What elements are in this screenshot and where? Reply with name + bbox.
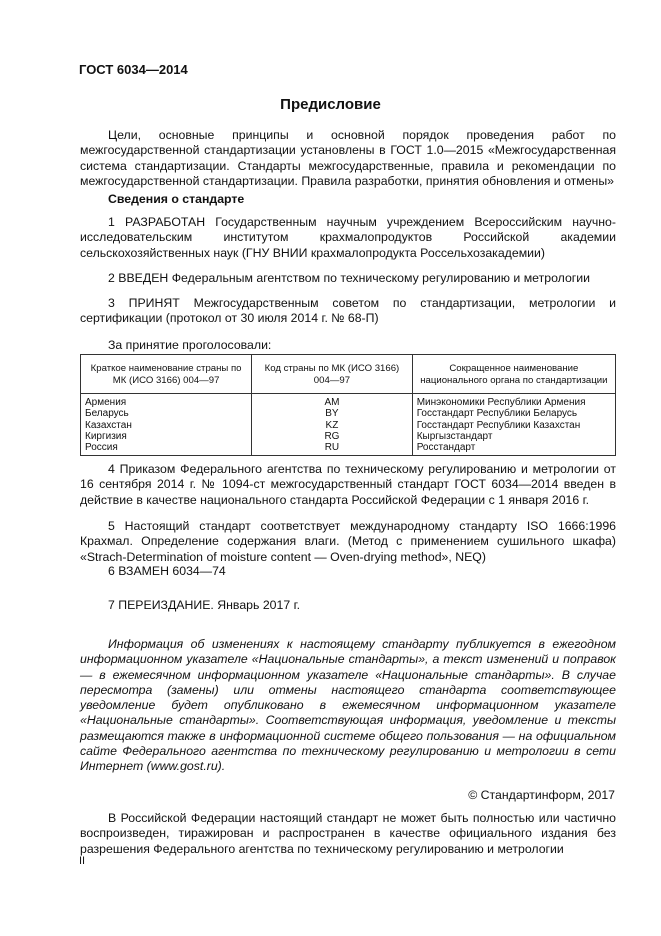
standards-body: Кыргызстандарт	[412, 431, 615, 442]
country-name: Киргизия	[81, 431, 252, 442]
item-1-developed: 1 РАЗРАБОТАН Государственным научным учреждением Всероссийским научно-исследовательским институтом крахмалопродуктов Российской академии сельскохозяйственных наук (ГНУ ВНИИ крахмалопродукта Россельхозакадемии)	[80, 215, 616, 260]
voted-label: За принятие проголосовали:	[108, 338, 272, 352]
countries-table	[80, 354, 616, 456]
table-row	[81, 431, 616, 442]
table-header-country: Краткое наименование страны по МК (ИСО 3166) 004—97	[81, 355, 252, 394]
table-row	[81, 420, 616, 431]
country-name: Казахстан	[81, 420, 252, 431]
item-5-compliance: 5 Настоящий стандарт соответствует международному стандарту ISO 1666:1996 Крахмал. Определение содержания влаги. (Метод с применением сушильного шкафа) «Strach-Determination of moisture content — Oven-drying method», NEQ)	[80, 519, 616, 564]
country-code: KZ	[252, 420, 413, 431]
standards-body: Росстандарт	[412, 442, 615, 456]
changes-info-notice: Информация об изменениях к настоящему стандарту публикуется в ежегодном информационном указателе «Национальные стандарты», а текст изменений и поправок — в ежемесячном информационном указателе «Национальные стандарты». В случае пересмотра (замены) или отмены настоящего стандарта соответствующее уведомление будет опубликовано в ежемесячном информационном указателе «Национальные стандарты». Соответствующая информация, уведомление и тексты размещаются также в информационной системе общего пользования — на официальном сайте Федерального агентства по техническому регулированию и метрологии в сети Интернет (www.gost.ru).	[80, 637, 616, 774]
country-name: Россия	[81, 442, 252, 456]
table-row	[81, 442, 616, 456]
standards-body: Госстандарт Республики Казахстан	[412, 420, 615, 431]
country-code: BY	[252, 408, 413, 419]
document-code: ГОСТ 6034—2014	[79, 62, 188, 77]
standard-info-heading: Сведения о стандарте	[108, 192, 245, 206]
country-name: Армения	[81, 394, 252, 409]
table-header-code: Код страны по МК (ИСО 3166) 004—97	[252, 355, 413, 394]
item-3-adopted: 3 ПРИНЯТ Межгосударственным советом по стандартизации, метрологии и сертификации (протокол от 30 июля 2014 г. № 68-П)	[80, 296, 616, 326]
copyright: © Стандартинформ, 2017	[468, 788, 615, 802]
item-2-introduced: 2 ВВЕДЕН Федеральным агентством по техническому регулированию и метрологии	[108, 271, 591, 285]
item-4-order: 4 Приказом Федерального агентства по техническому регулированию и метрологии от 16 сентября 2014 г. № 1094-ст межгосударственный стандарт ГОСТ 6034—2014 введен в действие в качестве национального стандарта Российской Федерации с 1 января 2016 г.	[80, 462, 616, 507]
table-header-body: Сокращенное наименование национального органа по стандартизации	[412, 355, 615, 394]
intro-paragraph: Цели, основные принципы и основной порядок проведения работ по межгосударственной стандартизации установлены в ГОСТ 1.0—2015 «Межгосударственная система стандартизации. Стандарты межгосударственные, правила и рекомендации по межгосударственной стандартизации. Правила разработки, принятия обновления и отмены»	[80, 128, 616, 188]
item-7-reissue: 7 ПЕРЕИЗДАНИЕ. Январь 2017 г.	[108, 598, 300, 612]
standards-body: Госстандарт Республики Беларусь	[412, 408, 615, 419]
page-number: II	[79, 855, 86, 867]
country-code: RG	[252, 431, 413, 442]
reproduction-notice: В Российской Федерации настоящий стандарт не может быть полностью или частично воспроизведен, тиражирован и распространен в качестве официального издания без разрешения Федерального агентства по техническому регулированию и метрологии	[80, 811, 616, 856]
country-code: AM	[252, 394, 413, 409]
item-6-replaces: 6 ВЗАМЕН 6034—74	[108, 564, 226, 578]
table-row	[81, 408, 616, 419]
page-title: Предисловие	[280, 96, 381, 113]
country-name: Беларусь	[81, 408, 252, 419]
country-code: RU	[252, 442, 413, 456]
table-row	[81, 394, 616, 409]
standards-body: Минэкономики Республики Армения	[412, 394, 615, 409]
